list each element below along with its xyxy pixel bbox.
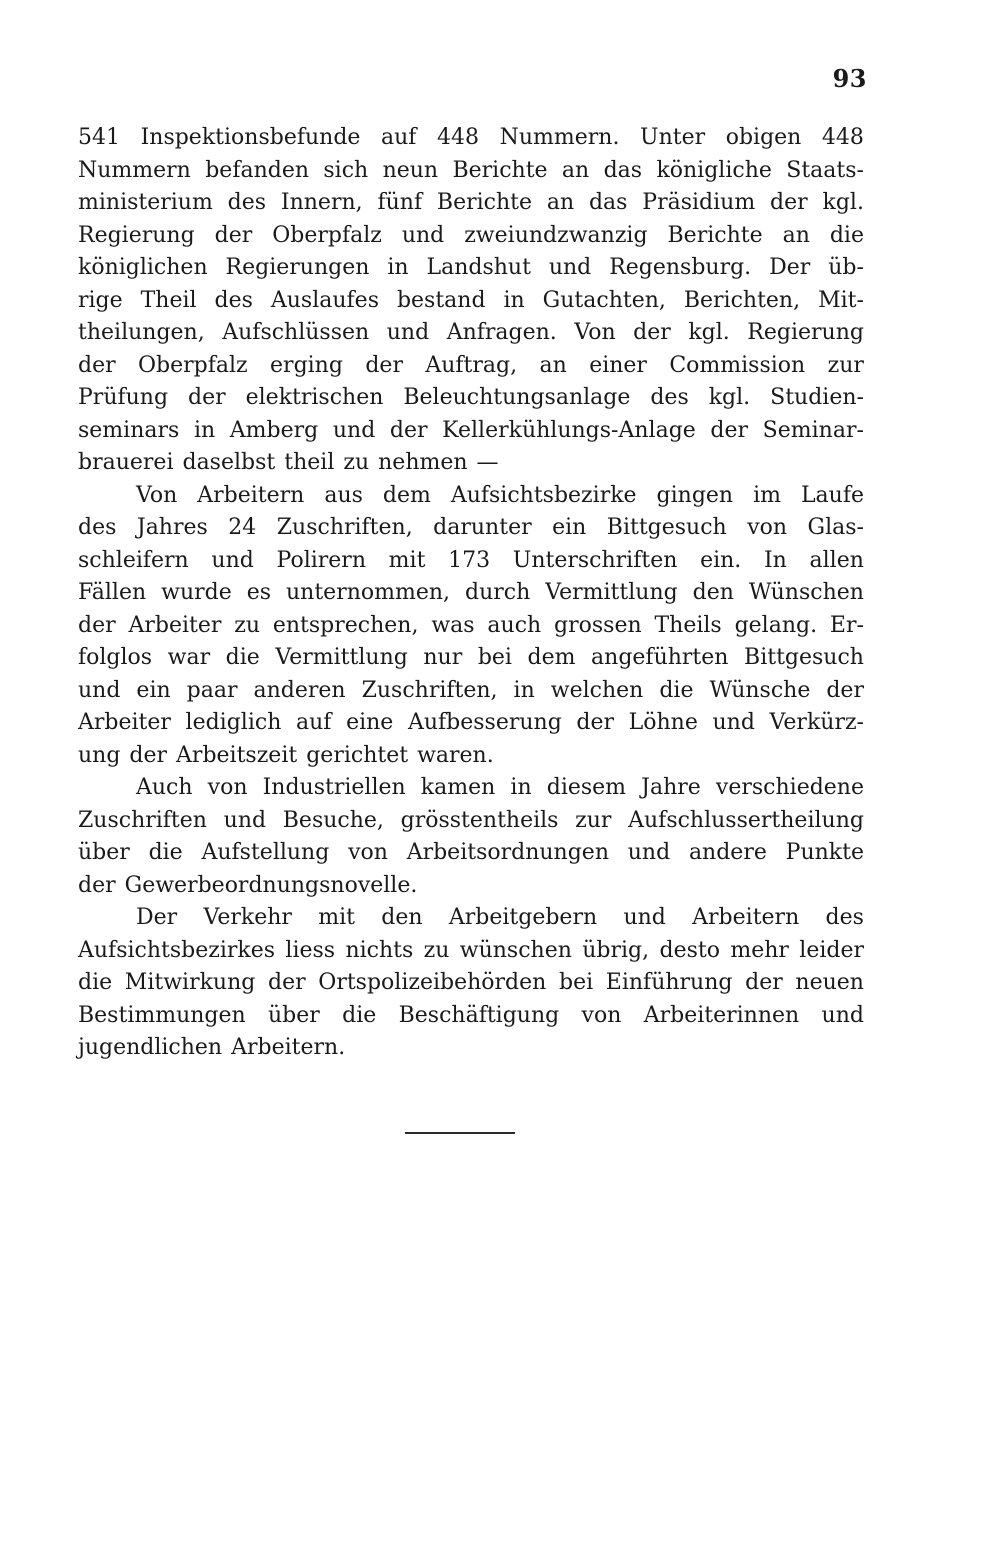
word: sich bbox=[323, 157, 369, 183]
text-line bbox=[78, 1032, 864, 1065]
word: die bbox=[225, 645, 260, 670]
word: schleifern bbox=[78, 547, 189, 573]
word: zur bbox=[575, 807, 612, 833]
word: bei bbox=[477, 645, 512, 670]
word: zu bbox=[423, 937, 450, 963]
word: was bbox=[431, 612, 475, 638]
word: Jahre bbox=[641, 775, 701, 800]
word: zur bbox=[827, 352, 864, 378]
word: den bbox=[692, 580, 734, 605]
word: Arbeitern bbox=[197, 482, 305, 508]
word: auch bbox=[487, 612, 542, 638]
word: Aufsichtsbezirke bbox=[450, 482, 637, 508]
word: ung bbox=[78, 742, 121, 768]
word: die bbox=[342, 1002, 377, 1028]
word: wünschen bbox=[459, 937, 572, 963]
word: Industriellen bbox=[262, 775, 406, 800]
word: Landshut bbox=[426, 255, 531, 280]
text-line bbox=[78, 447, 864, 480]
word: Beschäftigung bbox=[398, 1002, 560, 1028]
word: paar bbox=[186, 677, 238, 703]
word: Mit- bbox=[818, 287, 864, 313]
word: der bbox=[633, 320, 671, 345]
word: in bbox=[387, 255, 409, 280]
word: Er- bbox=[829, 612, 864, 638]
word: den bbox=[381, 905, 423, 930]
word: Vermittlung bbox=[545, 580, 678, 605]
word: kgl. bbox=[822, 190, 864, 215]
word: allen bbox=[809, 547, 864, 573]
word: Commission bbox=[669, 352, 806, 378]
word: in bbox=[513, 677, 535, 703]
word: Studien- bbox=[770, 385, 864, 410]
page-number: 93 bbox=[832, 64, 867, 93]
word: 24 bbox=[228, 515, 257, 540]
text-line bbox=[78, 1000, 864, 1033]
word: Arbeitern bbox=[692, 905, 800, 930]
word: Bittgesuch bbox=[606, 515, 727, 540]
word: 173 bbox=[448, 547, 491, 573]
word: grösstentheils bbox=[400, 807, 559, 833]
word: mit bbox=[388, 547, 426, 573]
word: theil bbox=[284, 450, 335, 475]
word: der bbox=[770, 190, 808, 215]
text-line bbox=[78, 382, 864, 415]
text-line bbox=[78, 675, 864, 708]
word: der bbox=[826, 677, 864, 703]
word: entsprechen, bbox=[272, 612, 419, 638]
word: Bestimmungen bbox=[78, 1002, 246, 1028]
word: diesem bbox=[546, 775, 627, 800]
word: dem bbox=[382, 482, 431, 508]
word: nur bbox=[423, 645, 463, 670]
word: Oberpfalz bbox=[272, 222, 382, 248]
word: der bbox=[710, 417, 749, 443]
word: Zuschriften bbox=[78, 807, 207, 833]
word: wurde bbox=[161, 580, 232, 605]
text-line bbox=[78, 935, 864, 968]
word: gingen bbox=[656, 482, 734, 508]
word: kgl. bbox=[708, 385, 751, 410]
word: verschiedene bbox=[715, 775, 864, 800]
word: des bbox=[650, 385, 689, 410]
word: Zuschriften, bbox=[276, 515, 413, 540]
word: und bbox=[211, 547, 254, 573]
word: 448 bbox=[821, 125, 864, 150]
word: Besuche, bbox=[282, 807, 384, 833]
word: die bbox=[148, 840, 183, 865]
word: des bbox=[825, 905, 864, 930]
word: der bbox=[188, 385, 226, 410]
word: andere bbox=[688, 840, 767, 865]
word: Arbeiter bbox=[128, 612, 222, 638]
word: befanden bbox=[205, 157, 310, 183]
word: erging bbox=[270, 352, 343, 378]
word: liess bbox=[285, 937, 336, 963]
word: dem bbox=[527, 645, 576, 670]
word: Inspektionsbefunde bbox=[140, 125, 361, 150]
word: von bbox=[747, 515, 788, 540]
word: Der bbox=[769, 255, 811, 280]
word: und bbox=[548, 255, 592, 280]
text-line bbox=[78, 545, 864, 578]
word: von bbox=[348, 840, 388, 865]
word: Unter bbox=[640, 125, 706, 150]
word: Beleuchtungsanlage bbox=[403, 385, 631, 410]
text-line bbox=[78, 252, 864, 285]
text-line bbox=[78, 902, 864, 935]
word: Mitwirkung bbox=[124, 970, 256, 995]
word: Auftrag, bbox=[425, 352, 518, 378]
word: — bbox=[476, 450, 499, 475]
word: eine bbox=[346, 710, 394, 735]
word: folglos bbox=[78, 645, 153, 670]
word: von bbox=[207, 775, 248, 800]
word: und bbox=[332, 417, 376, 443]
word: und bbox=[821, 1002, 864, 1028]
word: bei bbox=[558, 970, 594, 995]
word: desto bbox=[659, 937, 720, 963]
word: der bbox=[268, 970, 306, 995]
word: Theil bbox=[140, 287, 197, 313]
word: die bbox=[829, 222, 864, 248]
word: Zuschriften, bbox=[361, 677, 498, 703]
word: der bbox=[78, 352, 116, 378]
word: auf bbox=[381, 125, 417, 150]
word: königliche bbox=[656, 157, 772, 183]
word: Aufbesserung bbox=[407, 710, 562, 735]
word: von bbox=[581, 1002, 622, 1028]
word: Arbeitsordnungen bbox=[406, 840, 609, 865]
word: Arbeitgebern bbox=[448, 905, 598, 930]
word: unternommen, bbox=[286, 580, 451, 605]
word: zweiundzwanzig bbox=[464, 222, 648, 248]
word: nichts bbox=[345, 937, 414, 963]
word: der bbox=[389, 417, 428, 443]
word: übrig, bbox=[582, 937, 650, 963]
word: 541 bbox=[78, 125, 120, 150]
word: Auch bbox=[136, 775, 193, 800]
word: anderen bbox=[253, 677, 346, 703]
word: Verkehr bbox=[203, 905, 292, 930]
word: Berichten, bbox=[683, 287, 801, 313]
word: leider bbox=[799, 937, 864, 963]
word: im bbox=[753, 482, 781, 508]
word: Präsidium bbox=[642, 190, 756, 215]
word: kamen bbox=[420, 775, 496, 800]
word: Arbeitszeit bbox=[176, 742, 298, 768]
word: Anfragen. bbox=[446, 320, 557, 345]
word: ein. bbox=[700, 547, 742, 573]
text-line bbox=[78, 317, 864, 350]
word: des bbox=[214, 287, 253, 313]
word: Regensburg. bbox=[609, 255, 752, 280]
word: Prüfung bbox=[78, 385, 169, 410]
word: zu bbox=[234, 612, 260, 638]
word: in bbox=[510, 775, 532, 800]
word: seminars bbox=[78, 417, 180, 443]
word: an bbox=[546, 190, 575, 215]
word: Von bbox=[136, 482, 178, 508]
word: Regierung bbox=[78, 222, 195, 248]
word: des bbox=[78, 515, 117, 540]
word: lediglich bbox=[185, 710, 282, 735]
word: üb- bbox=[828, 255, 864, 280]
text-line bbox=[78, 350, 864, 383]
word: das bbox=[588, 190, 628, 215]
word: theilungen, bbox=[78, 320, 205, 345]
word: Jahres bbox=[136, 515, 208, 540]
word: Berichte bbox=[436, 190, 533, 215]
text-line bbox=[78, 480, 864, 513]
word: In bbox=[763, 547, 787, 573]
word: Aufstellung bbox=[201, 840, 330, 865]
word: über bbox=[268, 1002, 320, 1028]
word: Auslaufes bbox=[270, 287, 379, 313]
word: der bbox=[576, 710, 615, 735]
word: Unterschriften bbox=[512, 547, 678, 573]
word: war bbox=[167, 645, 211, 670]
word: Regierungen bbox=[225, 255, 370, 280]
text-line bbox=[78, 805, 864, 838]
word: Nummern. bbox=[499, 125, 620, 150]
word: kgl. bbox=[688, 320, 730, 345]
word: Innern, bbox=[280, 190, 363, 215]
word: Löhne bbox=[628, 710, 698, 735]
word: Gutachten, bbox=[542, 287, 666, 313]
word: und bbox=[78, 677, 121, 703]
text-line bbox=[78, 837, 864, 870]
text-line bbox=[78, 512, 864, 545]
word: Amberg bbox=[229, 417, 319, 443]
text-line bbox=[78, 415, 864, 448]
word: Von bbox=[574, 320, 616, 345]
word: obigen bbox=[725, 125, 802, 150]
word: Kellerkühlungs-Anlage bbox=[442, 417, 696, 443]
text-line bbox=[78, 577, 864, 610]
word: Verkürz- bbox=[769, 710, 864, 735]
word: über bbox=[78, 840, 130, 865]
word: einer bbox=[589, 352, 647, 378]
word: Aufschlüssen bbox=[222, 320, 370, 345]
word: Glas- bbox=[807, 515, 864, 540]
word: Seminar- bbox=[762, 417, 864, 443]
word: nehmen bbox=[378, 450, 468, 475]
word: der bbox=[78, 872, 116, 898]
word: Oberpfalz bbox=[138, 352, 248, 378]
word: Theils bbox=[654, 612, 722, 638]
word: Fällen bbox=[78, 580, 147, 605]
text-line bbox=[78, 610, 864, 643]
word: ein bbox=[136, 677, 171, 703]
word: brauerei bbox=[78, 450, 174, 475]
word: Aufschlussertheilung bbox=[628, 807, 864, 833]
word: Gewerbeordnungsnovelle. bbox=[124, 872, 418, 898]
word: die bbox=[659, 677, 694, 703]
word: der bbox=[745, 970, 783, 995]
text-line bbox=[78, 707, 864, 740]
word: rige bbox=[78, 287, 123, 313]
word: der bbox=[214, 222, 253, 248]
word: und bbox=[223, 807, 267, 833]
word: Berichte bbox=[667, 222, 763, 248]
word: neuen bbox=[795, 970, 864, 995]
word: Wünsche bbox=[709, 677, 811, 703]
word: in bbox=[193, 417, 216, 443]
word: es bbox=[246, 580, 272, 605]
word: und bbox=[712, 710, 755, 735]
word: neun bbox=[382, 157, 439, 183]
word: Vermittlung bbox=[275, 645, 408, 670]
word: Einführung bbox=[605, 970, 733, 995]
word: und bbox=[401, 222, 445, 248]
word: Polirern bbox=[276, 547, 366, 573]
text-line bbox=[78, 187, 864, 220]
text-line bbox=[78, 285, 864, 318]
body-text bbox=[78, 122, 864, 1065]
word: waren. bbox=[417, 742, 494, 768]
word: der bbox=[129, 742, 168, 768]
word: ministerium bbox=[78, 190, 213, 215]
word: 448 bbox=[437, 125, 480, 150]
text-line bbox=[78, 967, 864, 1000]
word: der bbox=[365, 352, 403, 378]
word: aus bbox=[324, 482, 363, 508]
word: bestand bbox=[396, 287, 486, 313]
word: zu bbox=[343, 450, 370, 475]
word: mehr bbox=[730, 937, 789, 963]
word: gerichtet bbox=[306, 742, 409, 768]
word: grossen bbox=[554, 612, 642, 638]
word: Aufsichtsbezirkes bbox=[78, 937, 276, 963]
text-line bbox=[78, 870, 864, 903]
word: auf bbox=[296, 710, 332, 735]
word: daselbst bbox=[182, 450, 276, 475]
word: Ortspolizeibehörden bbox=[318, 970, 547, 995]
word: Wünschen bbox=[748, 580, 864, 605]
word: angeführten bbox=[591, 645, 729, 670]
word: Arbeitern. bbox=[231, 1035, 346, 1060]
word: darunter bbox=[433, 515, 532, 540]
word: durch bbox=[465, 580, 531, 605]
text-line bbox=[78, 642, 864, 675]
word: Staats- bbox=[786, 157, 864, 183]
word: der bbox=[78, 612, 116, 638]
word: des bbox=[227, 190, 267, 215]
word: und bbox=[386, 320, 430, 345]
word: Der bbox=[136, 905, 178, 930]
word: welchen bbox=[550, 677, 644, 703]
text-line bbox=[78, 772, 864, 805]
word: mit bbox=[318, 905, 355, 930]
word: in bbox=[503, 287, 525, 313]
word: elektrischen bbox=[245, 385, 384, 410]
word: ein bbox=[552, 515, 587, 540]
word: fünf bbox=[377, 190, 423, 215]
word: Laufe bbox=[800, 482, 864, 508]
word: an bbox=[539, 352, 567, 378]
word: Berichte bbox=[452, 157, 548, 183]
word: Nummern bbox=[78, 157, 191, 183]
word: Arbeiterinnen bbox=[643, 1002, 800, 1028]
word: und bbox=[623, 905, 666, 930]
word: Bittgesuch bbox=[744, 645, 864, 670]
word: Regierung bbox=[747, 320, 864, 345]
word: an bbox=[782, 222, 810, 248]
word: an bbox=[561, 157, 590, 183]
word: Punkte bbox=[785, 840, 864, 865]
word: Arbeiter bbox=[78, 710, 171, 735]
text-line bbox=[78, 740, 864, 773]
text-line bbox=[78, 155, 864, 188]
text-line bbox=[78, 220, 864, 253]
text-line bbox=[78, 122, 864, 155]
word: königlichen bbox=[78, 255, 208, 280]
word: gelang. bbox=[734, 612, 818, 638]
word: jugendlichen bbox=[78, 1035, 223, 1060]
section-divider bbox=[405, 1132, 515, 1134]
word: das bbox=[603, 157, 643, 183]
word: die bbox=[78, 970, 113, 995]
word: und bbox=[627, 840, 671, 865]
